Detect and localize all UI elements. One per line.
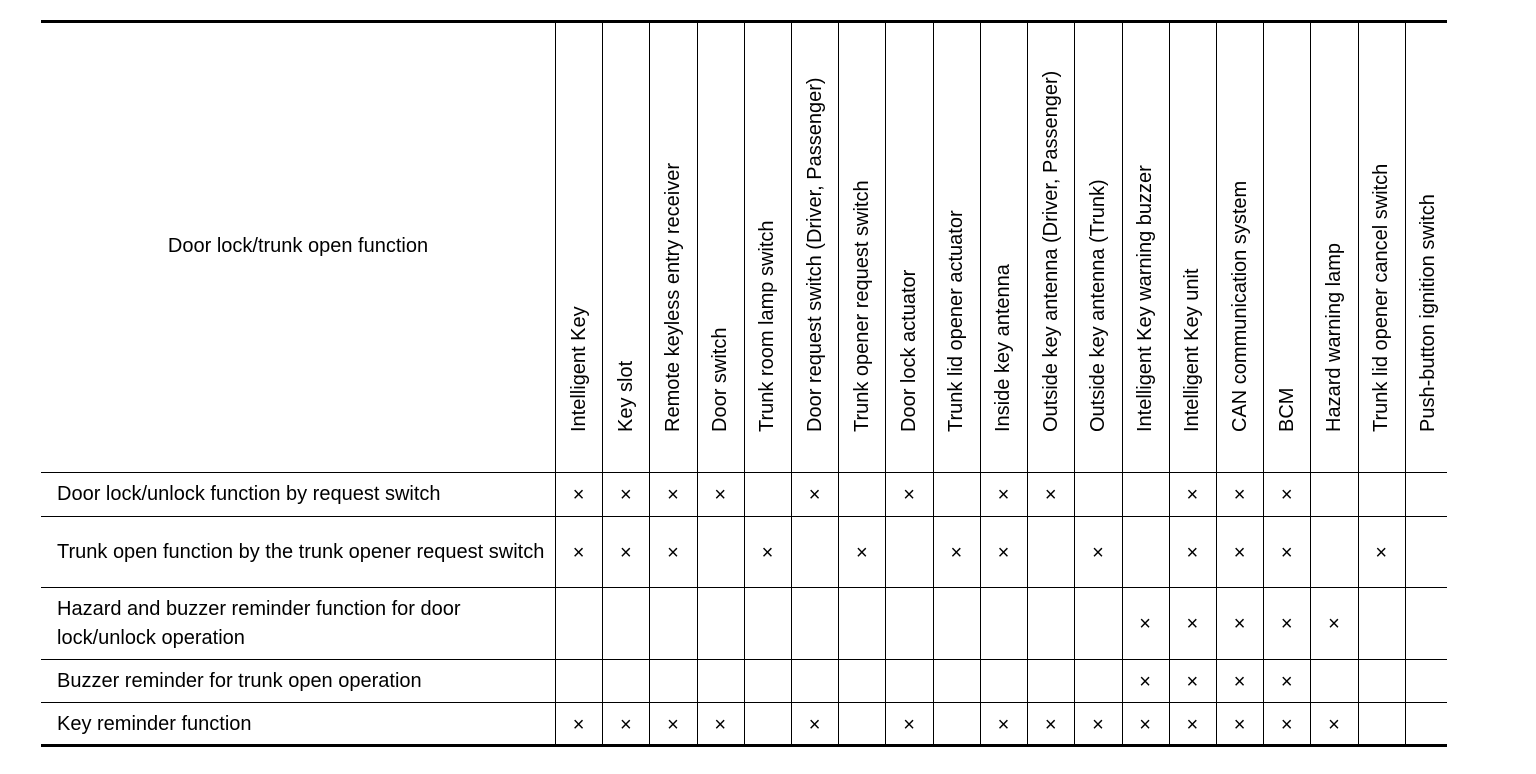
- check-mark: ×: [1280, 670, 1293, 693]
- function-matrix-table: [41, 20, 1447, 746]
- corner-header: [41, 20, 555, 472]
- column-header: [649, 20, 696, 472]
- column-header: [1027, 20, 1074, 472]
- row-label: Key reminder function: [57, 713, 252, 735]
- check-mark: ×: [572, 541, 585, 564]
- check-mark: ×: [1233, 484, 1246, 506]
- check-mark: ×: [1044, 714, 1057, 736]
- check-mark: ×: [1280, 613, 1293, 635]
- column-header-label: Trunk lid opener actuator: [945, 210, 968, 432]
- check-mark: ×: [1139, 670, 1151, 693]
- check-mark: ×: [667, 714, 679, 736]
- check-mark: ×: [1280, 714, 1293, 736]
- check-mark: ×: [1139, 714, 1151, 736]
- row-label: Hazard and buzzer reminder function for door lock/unlock operation: [57, 597, 467, 649]
- check-mark: ×: [1186, 714, 1199, 736]
- column-header-label: Push-button ignition switch: [1417, 194, 1440, 432]
- check-mark: ×: [1233, 613, 1246, 635]
- column-header: [1074, 20, 1121, 472]
- row-label: Door lock/unlock function by request switch: [57, 483, 441, 505]
- column-header-label: CAN communication system: [1228, 180, 1251, 432]
- column-header: [838, 20, 885, 472]
- check-mark: ×: [1092, 714, 1104, 736]
- column-header: [1216, 20, 1263, 472]
- column-header: [791, 20, 838, 472]
- row-header: [57, 588, 553, 659]
- row-label: Buzzer reminder for trunk open operation: [57, 669, 422, 692]
- check-mark: ×: [1328, 714, 1340, 736]
- column-header-label: Outside key antenna (Driver, Passenger): [1039, 70, 1062, 432]
- column-header-label: Intelligent Key unit: [1181, 268, 1204, 432]
- column-header-label: Hazard warning lamp: [1322, 243, 1345, 432]
- column-header-label: Intelligent Key: [567, 306, 590, 432]
- check-mark: ×: [619, 484, 632, 506]
- check-mark: ×: [903, 714, 915, 736]
- row-header: [57, 473, 553, 516]
- row-header: [57, 703, 553, 746]
- column-header: [1263, 20, 1310, 472]
- column-header-label: BCM: [1275, 387, 1298, 432]
- check-mark: ×: [619, 541, 632, 564]
- check-mark: ×: [1186, 541, 1199, 564]
- row-header: [57, 660, 553, 702]
- check-mark: ×: [856, 541, 868, 564]
- column-header-label: Trunk opener request switch: [850, 180, 873, 432]
- check-mark: ×: [903, 484, 915, 506]
- check-mark: ×: [997, 714, 1010, 736]
- column-header-label: Trunk lid opener cancel switch: [1370, 163, 1393, 432]
- check-mark: ×: [619, 714, 632, 736]
- column-header: [1358, 20, 1405, 472]
- check-mark: ×: [997, 541, 1010, 564]
- check-mark: ×: [572, 484, 585, 506]
- column-header: [980, 20, 1027, 472]
- check-mark: ×: [761, 541, 774, 564]
- column-header: [602, 20, 649, 472]
- column-header: [744, 20, 791, 472]
- check-mark: ×: [714, 714, 727, 736]
- column-header-label: Outside key antenna (Trunk): [1086, 179, 1109, 432]
- check-mark: ×: [950, 541, 963, 564]
- check-mark: ×: [1280, 484, 1293, 506]
- column-header: [1310, 20, 1357, 472]
- check-mark: ×: [667, 484, 679, 506]
- check-mark: ×: [714, 484, 727, 506]
- column-header: [697, 20, 744, 472]
- check-mark: ×: [1186, 613, 1199, 635]
- check-mark: ×: [1375, 541, 1388, 564]
- column-header-label: Inside key antenna: [992, 264, 1015, 432]
- check-mark: ×: [1280, 541, 1293, 564]
- column-header: [1405, 20, 1452, 472]
- column-header: [933, 20, 980, 472]
- column-header-label: Door switch: [709, 327, 732, 432]
- check-mark: ×: [808, 484, 821, 506]
- column-header-label: Remote keyless entry receiver: [662, 163, 684, 432]
- column-header-label: Trunk room lamp switch: [756, 220, 779, 432]
- check-mark: ×: [1092, 541, 1104, 564]
- column-header-label: Intelligent Key warning buzzer: [1134, 165, 1157, 432]
- column-header: [1122, 20, 1169, 472]
- check-mark: ×: [1328, 613, 1340, 635]
- column-header: [1169, 20, 1216, 472]
- check-mark: ×: [1233, 541, 1246, 564]
- column-header-label: Door lock actuator: [898, 269, 921, 432]
- check-mark: ×: [808, 714, 821, 736]
- check-mark: ×: [1186, 670, 1199, 693]
- check-mark: ×: [997, 484, 1010, 506]
- column-header-label: Door request switch (Driver, Passenger): [803, 77, 826, 432]
- corner-label: Door lock/trunk open function: [167, 234, 429, 257]
- check-mark: ×: [667, 541, 679, 564]
- check-mark: ×: [572, 714, 585, 736]
- column-header-label: Key slot: [614, 360, 637, 432]
- check-mark: ×: [1233, 714, 1246, 736]
- row-header: [57, 517, 553, 587]
- check-mark: ×: [1139, 613, 1151, 635]
- column-header: [885, 20, 932, 472]
- check-mark: ×: [1186, 484, 1199, 506]
- check-mark: ×: [1233, 670, 1246, 693]
- column-header: [555, 20, 602, 472]
- check-mark: ×: [1044, 484, 1057, 506]
- row-label: Trunk open function by the trunk opener request switch: [57, 540, 545, 563]
